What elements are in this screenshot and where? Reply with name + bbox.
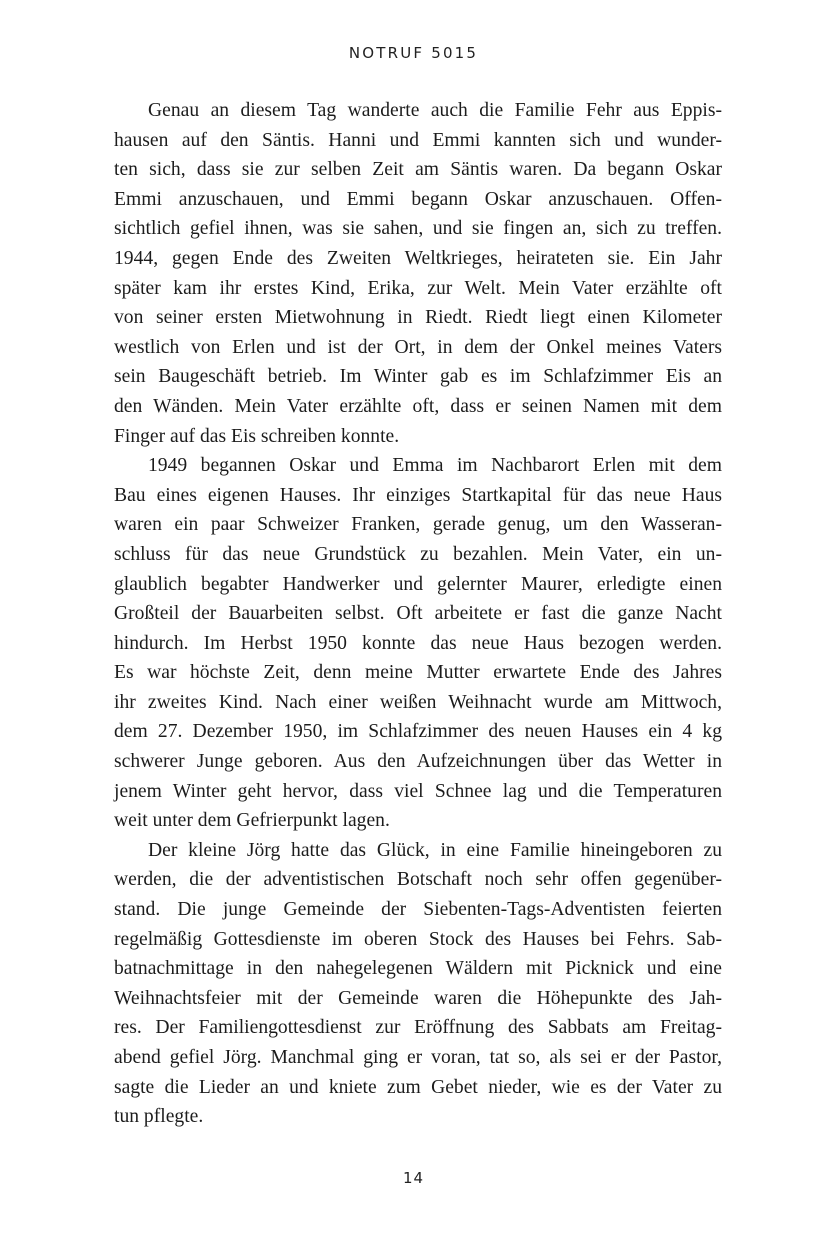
text-line: hausen auf den Säntis. Hanni und Emmi kannten sich und wunder- (114, 129, 722, 151)
text-line: dem 27. Dezember 1950, im Schlafzimmer des neuen Hauses ein 4 kg (114, 721, 722, 743)
running-header: NOTRUF 5015 (348, 44, 479, 62)
text-line: werden, die der adventistischen Botschaft noch sehr offen gegenüber- (114, 869, 722, 891)
text-line: hindurch. Im Herbst 1950 konnte das neue Haus bezogen werden. (114, 632, 722, 654)
text-line: tun pflegte. (114, 1106, 204, 1128)
text-line: Großteil der Bauarbeiten selbst. Oft arbeitete er fast die ganze Nacht (114, 603, 722, 625)
text-line: waren ein paar Schweizer Franken, gerade genug, um den Wasseran- (114, 514, 722, 536)
text-line: sagte die Lieder an und kniete zum Gebet nieder, wie es der Vater zu (114, 1076, 722, 1098)
text-line: stand. Die junge Gemeinde der Siebenten-Tags-Adventisten feierten (114, 899, 722, 921)
text-line: 1944, gegen Ende des Zweiten Weltkrieges, heirateten sie. Ein Jahr (114, 247, 722, 269)
page-number: 14 (402, 1169, 425, 1187)
text-line: Es war höchste Zeit, denn meine Mutter erwartete Ende des Jahres (114, 662, 722, 684)
text-line: abend gefiel Jörg. Manchmal ging er voran, tat so, als sei er der Pastor, (114, 1047, 722, 1068)
text-line: jenem Winter geht hervor, dass viel Schnee lag und die Temperaturen (114, 780, 722, 802)
text-line: Emmi anzuschauen, und Emmi begann Oskar anzuschauen. Offen- (114, 188, 722, 210)
text-line: sichtlich gefiel ihnen, was sie sahen, und sie fingen an, sich zu treffen. (114, 218, 722, 240)
text-line: sein Baugeschäft betrieb. Im Winter gab es im Schlafzimmer Eis an (114, 366, 722, 388)
text-line: weit unter dem Gefrierpunkt lagen. (114, 810, 390, 832)
text-line: westlich von Erlen und ist der Ort, in dem der Onkel meines Vaters (114, 336, 722, 358)
text-line: Weihnachtsfeier mit der Gemeinde waren die Höhepunkte des Jah- (114, 987, 722, 1009)
text-line: batnachmittage in den nahegelegenen Wäldern mit Picknick und eine (114, 958, 722, 980)
paragraph (114, 451, 722, 836)
paragraph (114, 96, 722, 451)
text-line: ten sich, dass sie zur selben Zeit am Säntis waren. Da begann Oskar (114, 159, 722, 181)
text-line: von seiner ersten Mietwohnung in Riedt. Riedt liegt einen Kilometer (114, 307, 722, 329)
text-line: schluss für das neue Grundstück zu bezahlen. Mein Vater, ein un- (114, 543, 722, 565)
text-line: später kam ihr erstes Kind, Erika, zur Welt. Mein Vater erzählte oft (114, 277, 722, 299)
text-line: Bau eines eigenen Hauses. Ihr einziges Startkapital für das neue Haus (114, 484, 722, 506)
body-text (114, 96, 722, 1132)
text-line: 1949 begannen Oskar und Emma im Nachbarort Erlen mit dem (148, 455, 722, 477)
text-line: Finger auf das Eis schreiben konnte. (114, 425, 400, 447)
text-line: Genau an diesem Tag wanderte auch die Familie Fehr aus Eppis- (148, 100, 722, 121)
text-line: res. Der Familiengottesdienst zur Eröffnung des Sabbats am Freitag- (114, 1017, 722, 1039)
text-line: den Wänden. Mein Vater erzählte oft, dass er seinen Namen mit dem (114, 395, 722, 417)
text-line: ihr zweites Kind. Nach einer weißen Weihnacht wurde am Mittwoch, (114, 691, 722, 713)
text-line: glaublich begabter Handwerker und gelernter Maurer, erledigte einen (114, 573, 722, 595)
text-line: schwerer Junge geboren. Aus den Aufzeichnungen über das Wetter in (114, 751, 722, 773)
text-line: regelmäßig Gottesdienste im oberen Stock des Hauses bei Fehrs. Sab- (114, 928, 722, 950)
text-line: Der kleine Jörg hatte das Glück, in eine Familie hineingeboren zu (148, 839, 722, 861)
paragraph (114, 836, 722, 1132)
